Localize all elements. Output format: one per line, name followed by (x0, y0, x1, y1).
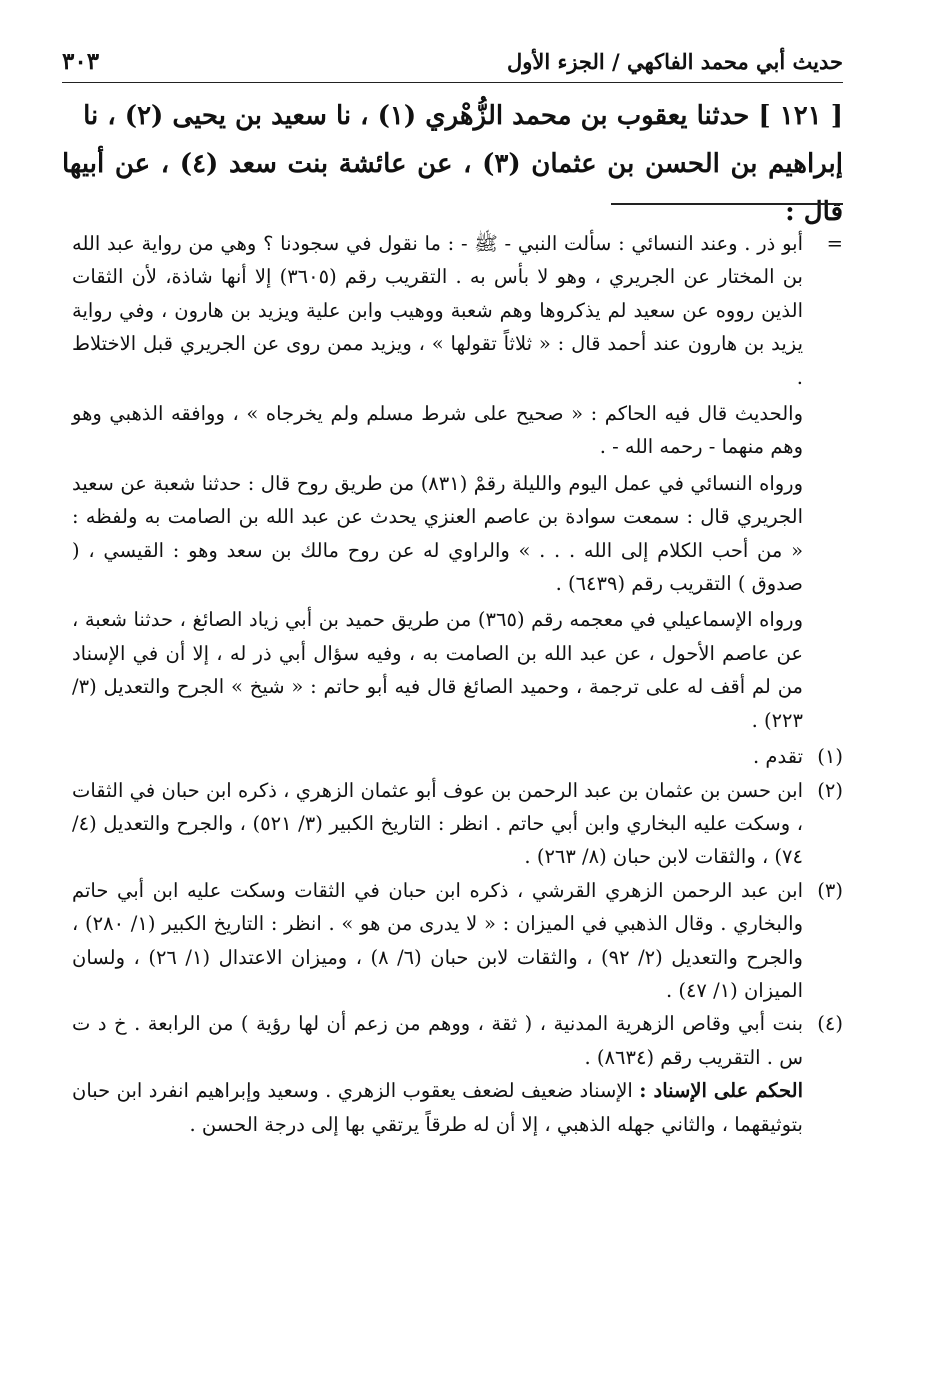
footnote-1 (72, 740, 843, 773)
footnote-text: تقدم . (753, 745, 803, 769)
hadith-line-2: إبراهيم بن الحسن بن عثمان (٣) ، عن عائشة بنت سعد (٤) ، عن أبيها قال : (62, 149, 844, 227)
footnote-number: (٣) (817, 878, 843, 902)
footnote-number: (٤) (817, 1012, 843, 1036)
hadith-line-1: [ ١٢١ ] حدثنا يعقوب بن محمد الزُّهْري (١) ، نا سعيد بن يحيى (٢) ، نا (83, 101, 843, 131)
hadith-text (62, 92, 843, 236)
footnote-2 (72, 774, 843, 874)
page-number: ٣٠٣ (62, 47, 100, 75)
note-paragraph: ورواه النسائي في عمل اليوم والليلة رقمْ (٨٣١) من طريق روح قال : حدثنا شعبة عن سعيد الجريري قال : سمعت سوادة بن عاصم العنزي يحدث عن عبد الله بن الصامت به ولفظه : « من أحب الكلام إلى الله . . . » والراوي له عن روح مالك بن سعد وهو : القيسي ، ( صدوق ) التقريب رقم (٦٤٣٩) . (72, 471, 803, 596)
footnote-text: ابن حسن بن عثمان بن عبد الرحمن بن عوف أبو عثمان الزهري ، ذكره ابن حبان في الثقات ، وسكت عليه البخاري وابن أبي حاتم . انظر : التاريخ الكبير (٣/ ٥٢١) ، والجرح والتعديل (٤/ ٧٤) ، والثقات لابن حبان (٨/ ٢٦٣) . (72, 778, 803, 869)
note-paragraph: والحديث قال فيه الحاكم : « صحيح على شرط مسلم ولم يخرجاه » ، ووافقه الذهبي وهو وهم منهما - رحمه الله - . (72, 402, 803, 459)
note-paragraph: أبو ذر . وعند النسائي : سألت النبي - ﷺ - : ما نقول في سجودنا ؟ وهي من رواية عبد الله بن المختار عن الجريري ، وهو لا بأس به . التقريب رقم (٣٦٠٥) إلا أنها شاذة، لأن الثقات الذين رووه عن سعيد لم يذكروها وهم شعبة ووهيب وابن علية ويزيد بن هارون ، وفي رواية يزيد بن هارون عند أحمد قال : « ثلاثاً تقولها » ، ويزيد ممن روى عن الجريري قبل الاختلاط . (72, 232, 803, 389)
footnote-4 (72, 1007, 843, 1074)
footnote-text: ابن عبد الرحمن الزهري القرشي ، ذكره ابن حبان في الثقات وسكت عليه ابن أبي حاتم والبخاري . وقال الذهبي في الميزان : « لا يدرى من هو » . انظر : التاريخ الكبير (١/ ٢٨٠) ، والجرح والتعديل (٢/ ٩٢) ، والثقات لابن حبان (٦/ ٨) ، وميزان الاعتدال (١/ ٢٦) ، ولسان الميزان (١/ ٤٧) . (72, 878, 803, 1002)
running-title: حديث أبي محمد الفاكهي / الجزء الأول (506, 48, 843, 74)
isnad-verdict (72, 1074, 843, 1141)
footnote-number: (٢) (817, 778, 843, 802)
verdict-label: الحكم على الإسناد : (639, 1079, 803, 1103)
footnote-text: بنت أبي وقاص الزهرية المدنية ، ( ثقة ، ووهم من زعم أن لها رؤية ) من الرابعة . خ د ت س . التقريب رقم (٨٦٣٤) . (72, 1012, 803, 1069)
footnote-separator (611, 203, 843, 205)
footnotes-section (72, 227, 843, 1144)
page-header (62, 40, 843, 83)
continuation-mark: = (826, 232, 843, 255)
note-paragraph: ورواه الإسماعيلي في معجمه رقم (٣٦٥) من طريق حميد بن أبي زياد الصائغ ، حدثنا شعبة ، عن عاصم الأحول ، عن عبد الله بن الصامت به ، وفيه سؤال أبي ذر له ، إلا أن في الإسناد من لم أقف له على ترجمة ، وحميد الصائغ قال فيه أبو حاتم : « شيخ » الجرح والتعديل (٣/ ٢٢٣) . (72, 608, 803, 732)
continued-footnote (72, 227, 843, 737)
footnote-3 (72, 874, 843, 1008)
footnote-number: (١) (817, 745, 843, 769)
verdict-text: الإسناد ضعيف لضعف يعقوب الزهري . وسعيد وإبراهيم انفرد ابن حبان بتوثيقهما ، والثاني جهله الذهبي ، إلا أن له طرقاً يرتقي بها إلى درجة الحسن . (72, 1079, 803, 1136)
